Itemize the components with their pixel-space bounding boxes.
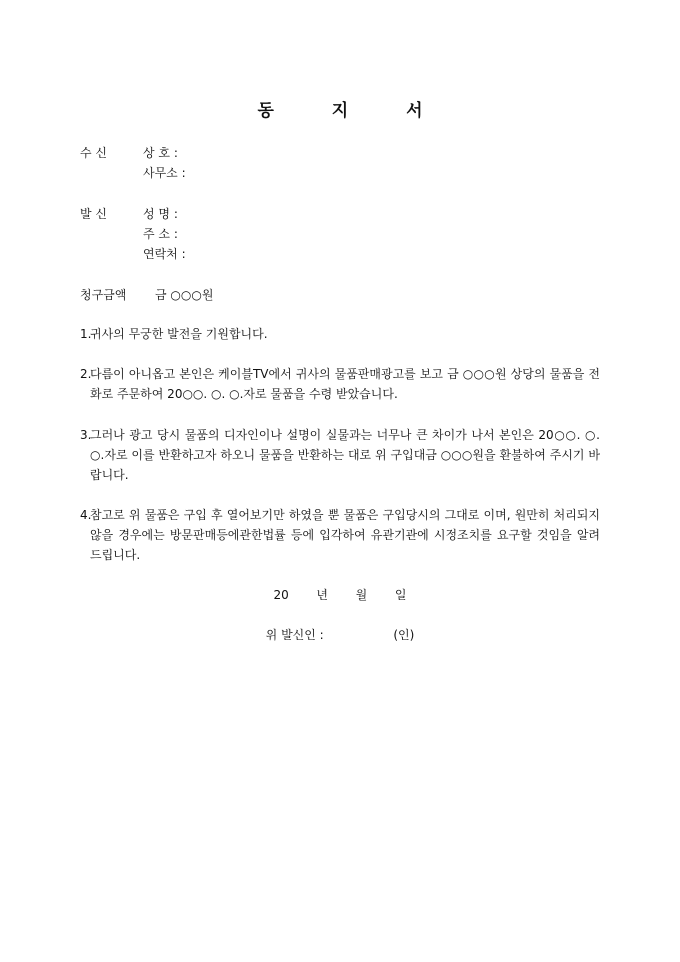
- signature-label: 위 발신인 :: [265, 628, 324, 642]
- paragraph-1: [80, 324, 600, 344]
- claim-amount-value: 금 ○○○원: [155, 288, 214, 302]
- date-day-label: 일: [394, 588, 407, 602]
- sender-group-label: 발 신: [80, 207, 107, 221]
- paragraph-number: 3.: [80, 428, 92, 442]
- claim-amount-label: 청구금액: [80, 288, 127, 302]
- paragraph-text: 귀사의 무궁한 발전을 기원합니다.: [90, 327, 268, 341]
- sender-contact-label: 연락처 :: [143, 247, 186, 261]
- paragraph-2: [80, 364, 600, 404]
- receiver-group-label: 수 신: [80, 146, 107, 160]
- paragraph-number: 1.: [80, 327, 92, 341]
- paragraph-text: 다름이 아니옵고 본인은 케이블TV에서 귀사의 물품판매광고를 보고 금 ○○○원 상당의 물품을 전화로 주문하여 20○○. ○. ○.자로 물품을 수령 받았습니다.: [90, 367, 600, 401]
- date-line: [0, 586, 680, 603]
- paragraph-text: 그러나 광고 당시 물품의 디자인이나 설명이 실물과는 너무나 큰 차이가 나서 본인은 20○○. ○. ○.자로 이를 반환하고자 하오니 물품을 반환하는 대로 위 구입대금 ○○○원을 환불하여 주시기 바랍니다.: [90, 428, 600, 482]
- date-month-label: 월: [355, 588, 368, 602]
- sender-name-label: 성 명 :: [143, 207, 178, 221]
- receiver-office-label: 사무소 :: [143, 166, 186, 180]
- paragraph-number: 2.: [80, 367, 92, 381]
- paragraph-3: [80, 425, 600, 485]
- date-year-label: 년: [316, 588, 329, 602]
- sender-address-label: 주 소 :: [143, 227, 178, 241]
- document-title: 동 지 서: [257, 101, 449, 121]
- receiver-company-label: 상 호 :: [143, 146, 178, 160]
- signature-line: [0, 626, 680, 643]
- paragraph-number: 4.: [80, 508, 92, 522]
- paragraph-text: 참고로 위 물품은 구입 후 열어보기만 하였을 뿐 물품은 구입당시의 그대로 이며, 원만히 처리되지 않을 경우에는 방문판매등에관한법률 등에 입각하여 유관기관에 시정조치를 요구할 것임을 알려 드립니다.: [90, 508, 600, 562]
- date-year-prefix: 20: [273, 588, 289, 602]
- signature-seal: (인): [393, 628, 415, 642]
- paragraph-4: [80, 505, 600, 565]
